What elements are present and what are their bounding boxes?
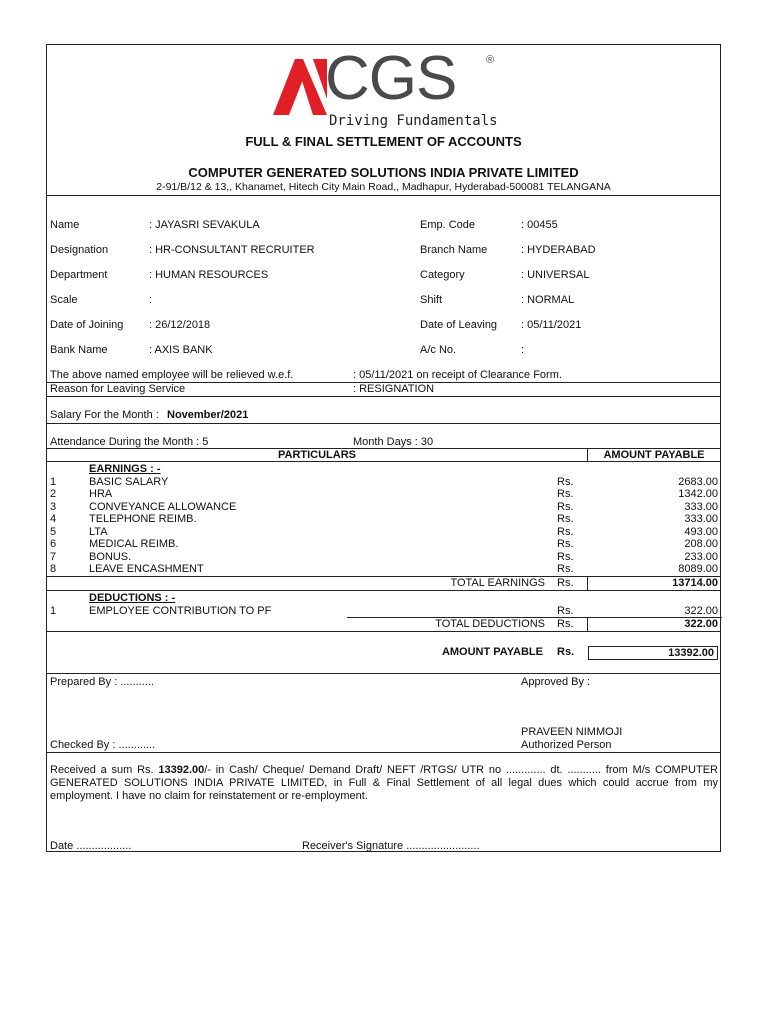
row-currency: Rs. (557, 526, 574, 538)
row-amount: 233.00 (684, 551, 718, 563)
row-amount: 8089.00 (678, 563, 718, 575)
divider (587, 576, 588, 590)
row-number: 3 (50, 501, 57, 513)
bank-label: Bank Name (50, 344, 108, 356)
dol-label: Date of Leaving (420, 319, 498, 331)
row-amount: 333.00 (684, 501, 718, 513)
row-number: 4 (50, 513, 57, 525)
checked-by: Checked By : ............ (50, 739, 156, 751)
row-number: 1 (50, 605, 57, 617)
row-description: BONUS. (89, 551, 132, 563)
amount-payable-currency: Rs. (557, 646, 575, 658)
approver-title: Authorized Person (521, 739, 612, 751)
approver-name: PRAVEEN NIMMOJI (521, 726, 623, 738)
row-description: HRA (89, 488, 113, 500)
total-deductions-currency: Rs. (557, 618, 574, 630)
divider (587, 617, 588, 631)
row-description: MEDICAL REIMB. (89, 538, 179, 550)
row-description: LTA (89, 526, 108, 538)
row-number: 6 (50, 538, 57, 550)
divider (587, 448, 588, 461)
amount-header: AMOUNT PAYABLE (603, 449, 705, 461)
divider (47, 590, 720, 591)
divider (47, 461, 720, 462)
logo-mark-icon (273, 59, 329, 115)
row-amount: 208.00 (684, 538, 718, 550)
row-description: TELEPHONE REIMB. (89, 513, 197, 525)
logo-tagline: Driving Fundamentals (329, 113, 498, 129)
particulars-header: PARTICULARS (277, 449, 356, 461)
logo-text: CGS (325, 44, 457, 113)
acno-value: : (521, 344, 525, 356)
row-number: 5 (50, 526, 57, 538)
receipt-amount: 13392.00 (158, 764, 205, 776)
relieved-value: : 05/11/2021 on receipt of Clearance Form. (353, 369, 562, 381)
company-address: 2-91/B/12 & 13,, Khanamet, Hitech City Main Road,, Madhapur, Hyderabad-500081 TELANGANA (156, 181, 611, 193)
amount-payable-box (588, 646, 718, 660)
reason-label: Reason for Leaving Service (50, 383, 186, 395)
row-description: EMPLOYEE CONTRIBUTION TO PF (89, 605, 272, 617)
row-description: BASIC SALARY (89, 476, 169, 488)
row-amount: 2683.00 (678, 476, 718, 488)
month-days: Month Days : 30 (353, 436, 434, 448)
row-amount: 322.00 (684, 605, 718, 617)
shift-value: : NORMAL (521, 294, 575, 306)
row-amount: 1342.00 (678, 488, 718, 500)
receipt-pre: Received a sum Rs. (50, 764, 154, 776)
receipt-post: /- in Cash/ Cheque/ Demand Draft/ NEFT /RTGS/ UTR no ............. dt. ........... from M/s COMPUTER GENERATED SOLUTIONS INDIA PRIVATE LIMITED, in Full & Final Settlement of all legal dues which could accrue from my employment. I have no claim for reinstatement or re-employment. (50, 764, 718, 802)
shift-label: Shift (420, 294, 443, 306)
total-earnings-currency: Rs. (557, 577, 574, 589)
scale-label: Scale (50, 294, 78, 306)
designation-value: : HR-CONSULTANT RECRUITER (149, 244, 315, 256)
reason-value: : RESIGNATION (353, 383, 435, 395)
approved-by: Approved By : (521, 676, 591, 688)
divider (47, 752, 720, 753)
bank-value: : AXIS BANK (149, 344, 213, 356)
name-label: Name (50, 219, 80, 231)
divider (47, 423, 720, 424)
row-number: 8 (50, 563, 57, 575)
row-currency: Rs. (557, 538, 574, 550)
attendance-label: Attendance During the Month : 5 (50, 436, 209, 448)
row-currency: Rs. (557, 476, 574, 488)
row-currency: Rs. (557, 488, 574, 500)
designation-label: Designation (50, 244, 109, 256)
category-value: : UNIVERSAL (521, 269, 590, 281)
registered-mark: ® (486, 54, 495, 66)
branch-label: Branch Name (420, 244, 488, 256)
total-deductions-label: TOTAL DEDUCTIONS (435, 618, 545, 630)
divider (47, 195, 720, 196)
row-number: 7 (50, 551, 57, 563)
branch-value: : HYDERABAD (521, 244, 596, 256)
doj-value: : 26/12/2018 (149, 319, 211, 331)
receipt-statement (50, 764, 718, 803)
department-label: Department (50, 269, 108, 281)
row-currency: Rs. (557, 563, 574, 575)
row-amount: 493.00 (684, 526, 718, 538)
deductions-heading: DEDUCTIONS : - (89, 592, 176, 604)
doj-label: Date of Joining (50, 319, 124, 331)
total-deductions-value: 322.00 (684, 618, 718, 630)
row-amount: 333.00 (684, 513, 718, 525)
row-description: CONVEYANCE ALLOWANCE (89, 501, 237, 513)
document-title: FULL & FINAL SETTLEMENT OF ACCOUNTS (245, 134, 522, 149)
name-value: : JAYASRI SEVAKULA (149, 219, 260, 231)
divider (47, 673, 720, 674)
relieved-label: The above named employee will be relieved w.e.f. (50, 369, 294, 381)
category-label: Category (420, 269, 465, 281)
earnings-heading: EARNINGS : - (89, 463, 161, 475)
acno-label: A/c No. (420, 344, 457, 356)
row-currency: Rs. (557, 605, 574, 617)
row-currency: Rs. (557, 501, 574, 513)
row-currency: Rs. (557, 513, 574, 525)
dol-value: : 05/11/2021 (521, 319, 582, 331)
row-number: 2 (50, 488, 57, 500)
amount-payable-label: AMOUNT PAYABLE (441, 646, 543, 658)
prepared-by: Prepared By : ........... (50, 676, 154, 688)
department-value: : HUMAN RESOURCES (149, 269, 269, 281)
amount-payable-value: 13392.00 (668, 647, 714, 659)
salary-month-label: Salary For the Month : (50, 409, 159, 421)
scale-value: : (149, 294, 153, 306)
company-name: COMPUTER GENERATED SOLUTIONS INDIA PRIVATE LIMITED (188, 165, 579, 180)
row-description: LEAVE ENCASHMENT (89, 563, 204, 575)
settlement-document (46, 44, 721, 852)
receipt-date: Date .................. (50, 840, 132, 852)
company-logo (269, 44, 509, 131)
row-number: 1 (50, 476, 57, 488)
emp-code-value: : 00455 (521, 219, 558, 231)
row-currency: Rs. (557, 551, 574, 563)
emp-code-label: Emp. Code (420, 219, 476, 231)
salary-month-value: November/2021 (167, 409, 249, 421)
total-earnings-label: TOTAL EARNINGS (450, 577, 545, 589)
divider (47, 631, 720, 632)
receiver-signature: Receiver's Signature ........................ (302, 840, 480, 852)
divider (47, 396, 720, 397)
total-earnings-value: 13714.00 (672, 577, 718, 589)
